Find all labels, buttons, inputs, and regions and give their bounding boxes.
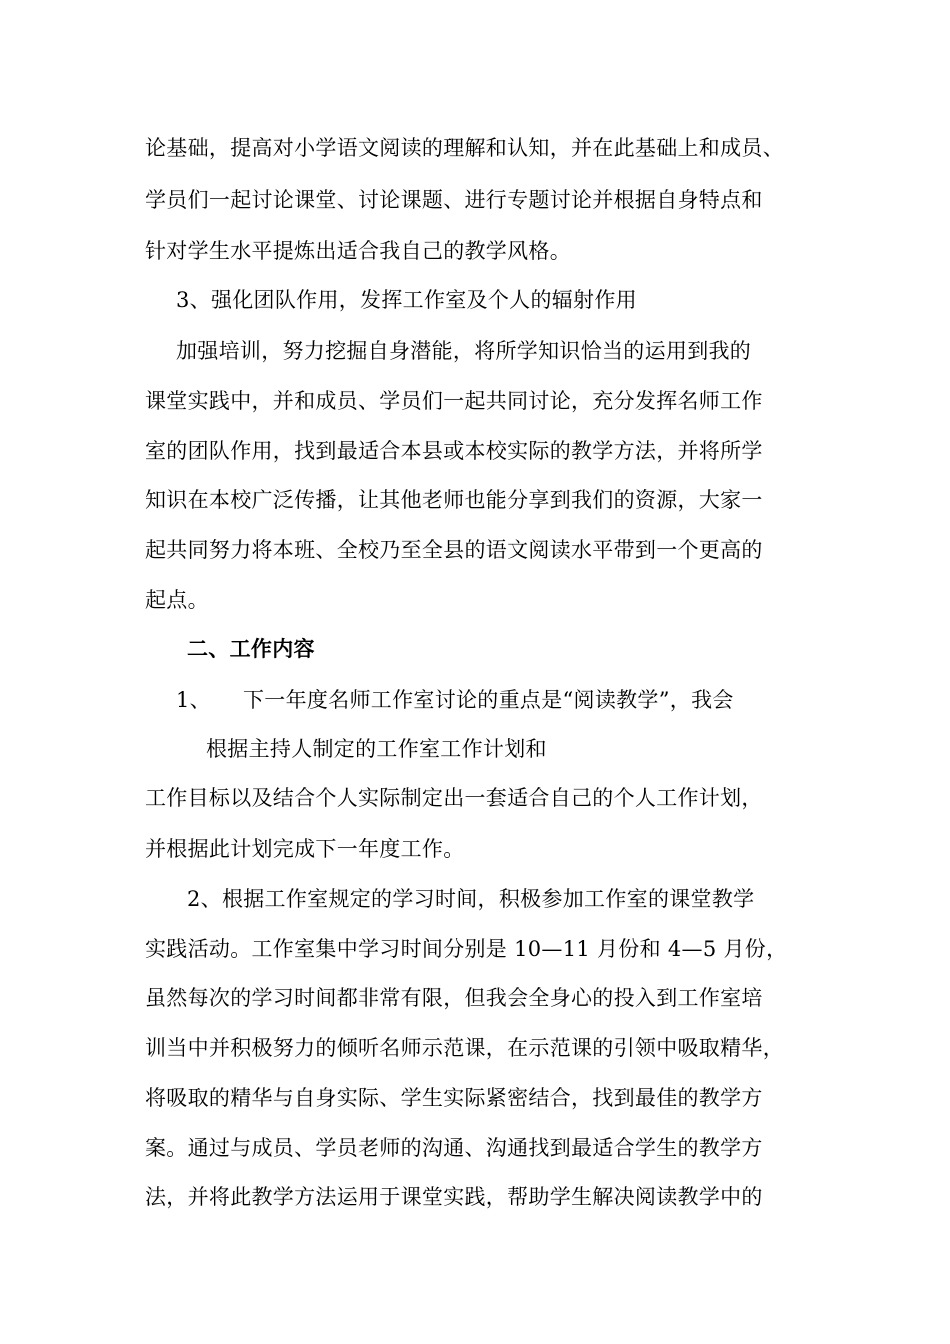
paragraph-line: 法，并将此教学方法运用于课堂实践，帮助学生解决阅读教学中的 bbox=[145, 1185, 763, 1209]
paragraph-line: 加强培训，努力挖掘自身潜能，将所学知识恰当的运用到我的 bbox=[176, 339, 752, 363]
paragraph-line: 工作目标以及结合个人实际制定出一套适合自己的个人工作计划， bbox=[145, 786, 763, 810]
paragraph-line: 学员们一起讨论课堂、讨论课题、进行专题讨论并根据自身特点和 bbox=[145, 188, 763, 212]
paragraph-line: 虽然每次的学习时间都非常有限，但我会全身心的投入到工作室培 bbox=[145, 986, 763, 1010]
paragraph-line: 起共同努力将本班、全校乃至全县的语文阅读水平带到一个更高的 bbox=[145, 538, 763, 562]
paragraph-line: 将吸取的精华与自身实际、学生实际紧密结合，找到最佳的教学方 bbox=[145, 1086, 763, 1110]
paragraph-line: 课堂实践中，并和成员、学员们一起共同讨论，充分发挥名师工作 bbox=[145, 389, 763, 413]
paragraph-line: 针对学生水平提炼出适合我自己的教学风格。 bbox=[145, 239, 571, 263]
paragraph-line: 实践活动。工作室集中学习时间分别是 10—11 月份和 4—5 月份， bbox=[145, 937, 788, 961]
paragraph-line: 案。通过与成员、学员老师的沟通、沟通找到最适合学生的教学方 bbox=[145, 1136, 763, 1160]
paragraph-line: 下一年度名师工作室讨论的重点是“阅读教学”，我会 bbox=[243, 688, 734, 712]
paragraph-line: 知识在本校广泛传播，让其他老师也能分享到我们的资源，大家一 bbox=[145, 488, 763, 512]
paragraph-line: 论基础，提高对小学语文阅读的理解和认知，并在此基础上和成员、 bbox=[145, 136, 784, 160]
section-heading: 二、工作内容 bbox=[187, 636, 315, 661]
paragraph-line: 训当中并积极努力的倾听名师示范课，在示范课的引领中吸取精华， bbox=[145, 1036, 784, 1060]
paragraph-line: 并根据此计划完成下一年度工作。 bbox=[145, 837, 465, 861]
list-number: 1、 bbox=[176, 688, 211, 712]
paragraph-line: 根据主持人制定的工作室工作计划和 bbox=[206, 737, 547, 761]
paragraph-line: 室的团队作用，找到最适合本县或本校实际的教学方法，并将所学 bbox=[145, 439, 763, 463]
paragraph-line: 2、根据工作室规定的学习时间，积极参加工作室的课堂教学 bbox=[187, 887, 755, 911]
section-subheading: 3、强化团队作用，发挥工作室及个人的辐射作用 bbox=[176, 288, 637, 312]
paragraph-line: 起点。 bbox=[145, 588, 209, 612]
